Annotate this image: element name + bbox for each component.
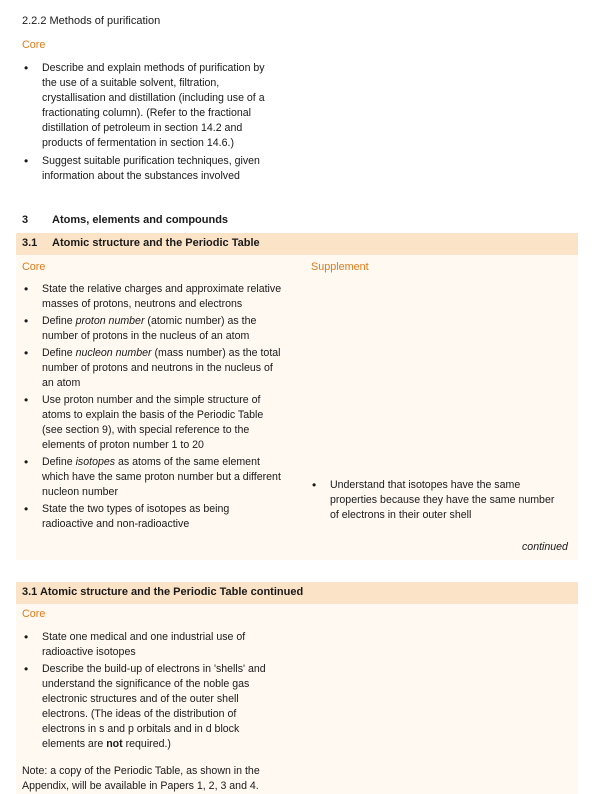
list-item-text: State the relative charges and approximate relative masses of protons, neutrons and electrons — [42, 283, 282, 310]
list-item — [22, 455, 282, 500]
list-item-text: (mass number) as the total number of protons and neutrons in the nucleus of an atom — [42, 347, 281, 389]
core-list-3-1 — [22, 282, 282, 532]
list-item — [22, 662, 274, 752]
list-item-text: Define — [42, 456, 76, 468]
term-nucleon-number: nucleon number — [75, 347, 152, 359]
core-label: Core — [22, 608, 46, 620]
list-item — [22, 61, 282, 151]
periodic-table-note: Note: a copy of the Periodic Table, as shown in the Appendix, will be available in Papers 1, 2, 3 and 4. — [22, 765, 260, 792]
list-item-text: Describe and explain methods of purification by the use of a suitable solvent, filtration, crystallisation and distillation (including use of a fractionating column). (Refer to the fractional distillation of petroleum in section 14.2 and products of fermentation in section 14.6.) — [42, 62, 265, 149]
list-item-text: Define — [42, 315, 76, 327]
continued-label: continued — [522, 541, 568, 553]
supplement-label: Supplement — [311, 261, 369, 273]
section-3-1-band — [16, 233, 578, 255]
list-item — [22, 314, 282, 344]
list-item — [22, 630, 274, 660]
list-item-text: Use proton number and the simple structure of atoms to explain the basis of the Periodic Table (see section 9), with special reference to the elements of proton number 1 to 20 — [42, 394, 264, 451]
list-item — [310, 478, 565, 523]
list-item — [22, 393, 282, 453]
section-3-number: 3 — [22, 214, 29, 226]
list-item — [22, 502, 282, 532]
list-item-text: (atomic number) as the number of protons in the nucleus of an atom — [42, 315, 257, 342]
list-item-text: Describe the build-up of electrons in 'shells' and understand the significance of the noble gas electronic structures and of the outer shell electrons. (The ideas of the distribution of electrons in s and p orbitals and in d block elements are — [42, 663, 266, 750]
list-item-text: as atoms of the same element which have the same proton number but a different nucleon number — [42, 456, 281, 498]
term-proton-number: proton number — [75, 315, 145, 327]
list-item-text: required.) — [122, 738, 171, 750]
section-3-1-number: 3.1 — [22, 237, 38, 249]
list-item-text: Understand that isotopes have the same properties because they have the same number of electrons in their outer shell — [330, 479, 555, 521]
list-item — [22, 282, 282, 312]
term-isotopes: isotopes — [75, 456, 116, 468]
list-item-text: State the two types of isotopes as being radioactive and non-radioactive — [42, 503, 230, 530]
section-3-title: Atoms, elements and compounds — [52, 214, 229, 226]
list-item-text: Define — [42, 347, 76, 359]
section-3-heading — [22, 214, 228, 226]
list-item — [22, 154, 282, 184]
supplement-list-3-1 — [310, 478, 565, 523]
core-list-3-1-continued — [22, 630, 274, 752]
core-list-2-2-2 — [22, 61, 282, 184]
section-3-1-title: Atomic structure and the Periodic Table — [52, 237, 260, 249]
core-label: Core — [22, 39, 46, 51]
section-2-2-2-heading: 2.2.2 Methods of purification — [22, 15, 161, 27]
section-3-1-continued-band — [16, 582, 578, 604]
list-item-text: Suggest suitable purification techniques, given information about the substances involved — [42, 155, 260, 182]
section-3-1-continued-heading: 3.1 Atomic structure and the Periodic Table continued — [22, 586, 304, 598]
emphasis-not: not — [106, 738, 123, 750]
list-item-text: State one medical and one industrial use of radioactive isotopes — [42, 631, 246, 658]
list-item — [22, 346, 282, 391]
section-3-1-heading — [22, 237, 260, 249]
core-label: Core — [22, 261, 46, 273]
